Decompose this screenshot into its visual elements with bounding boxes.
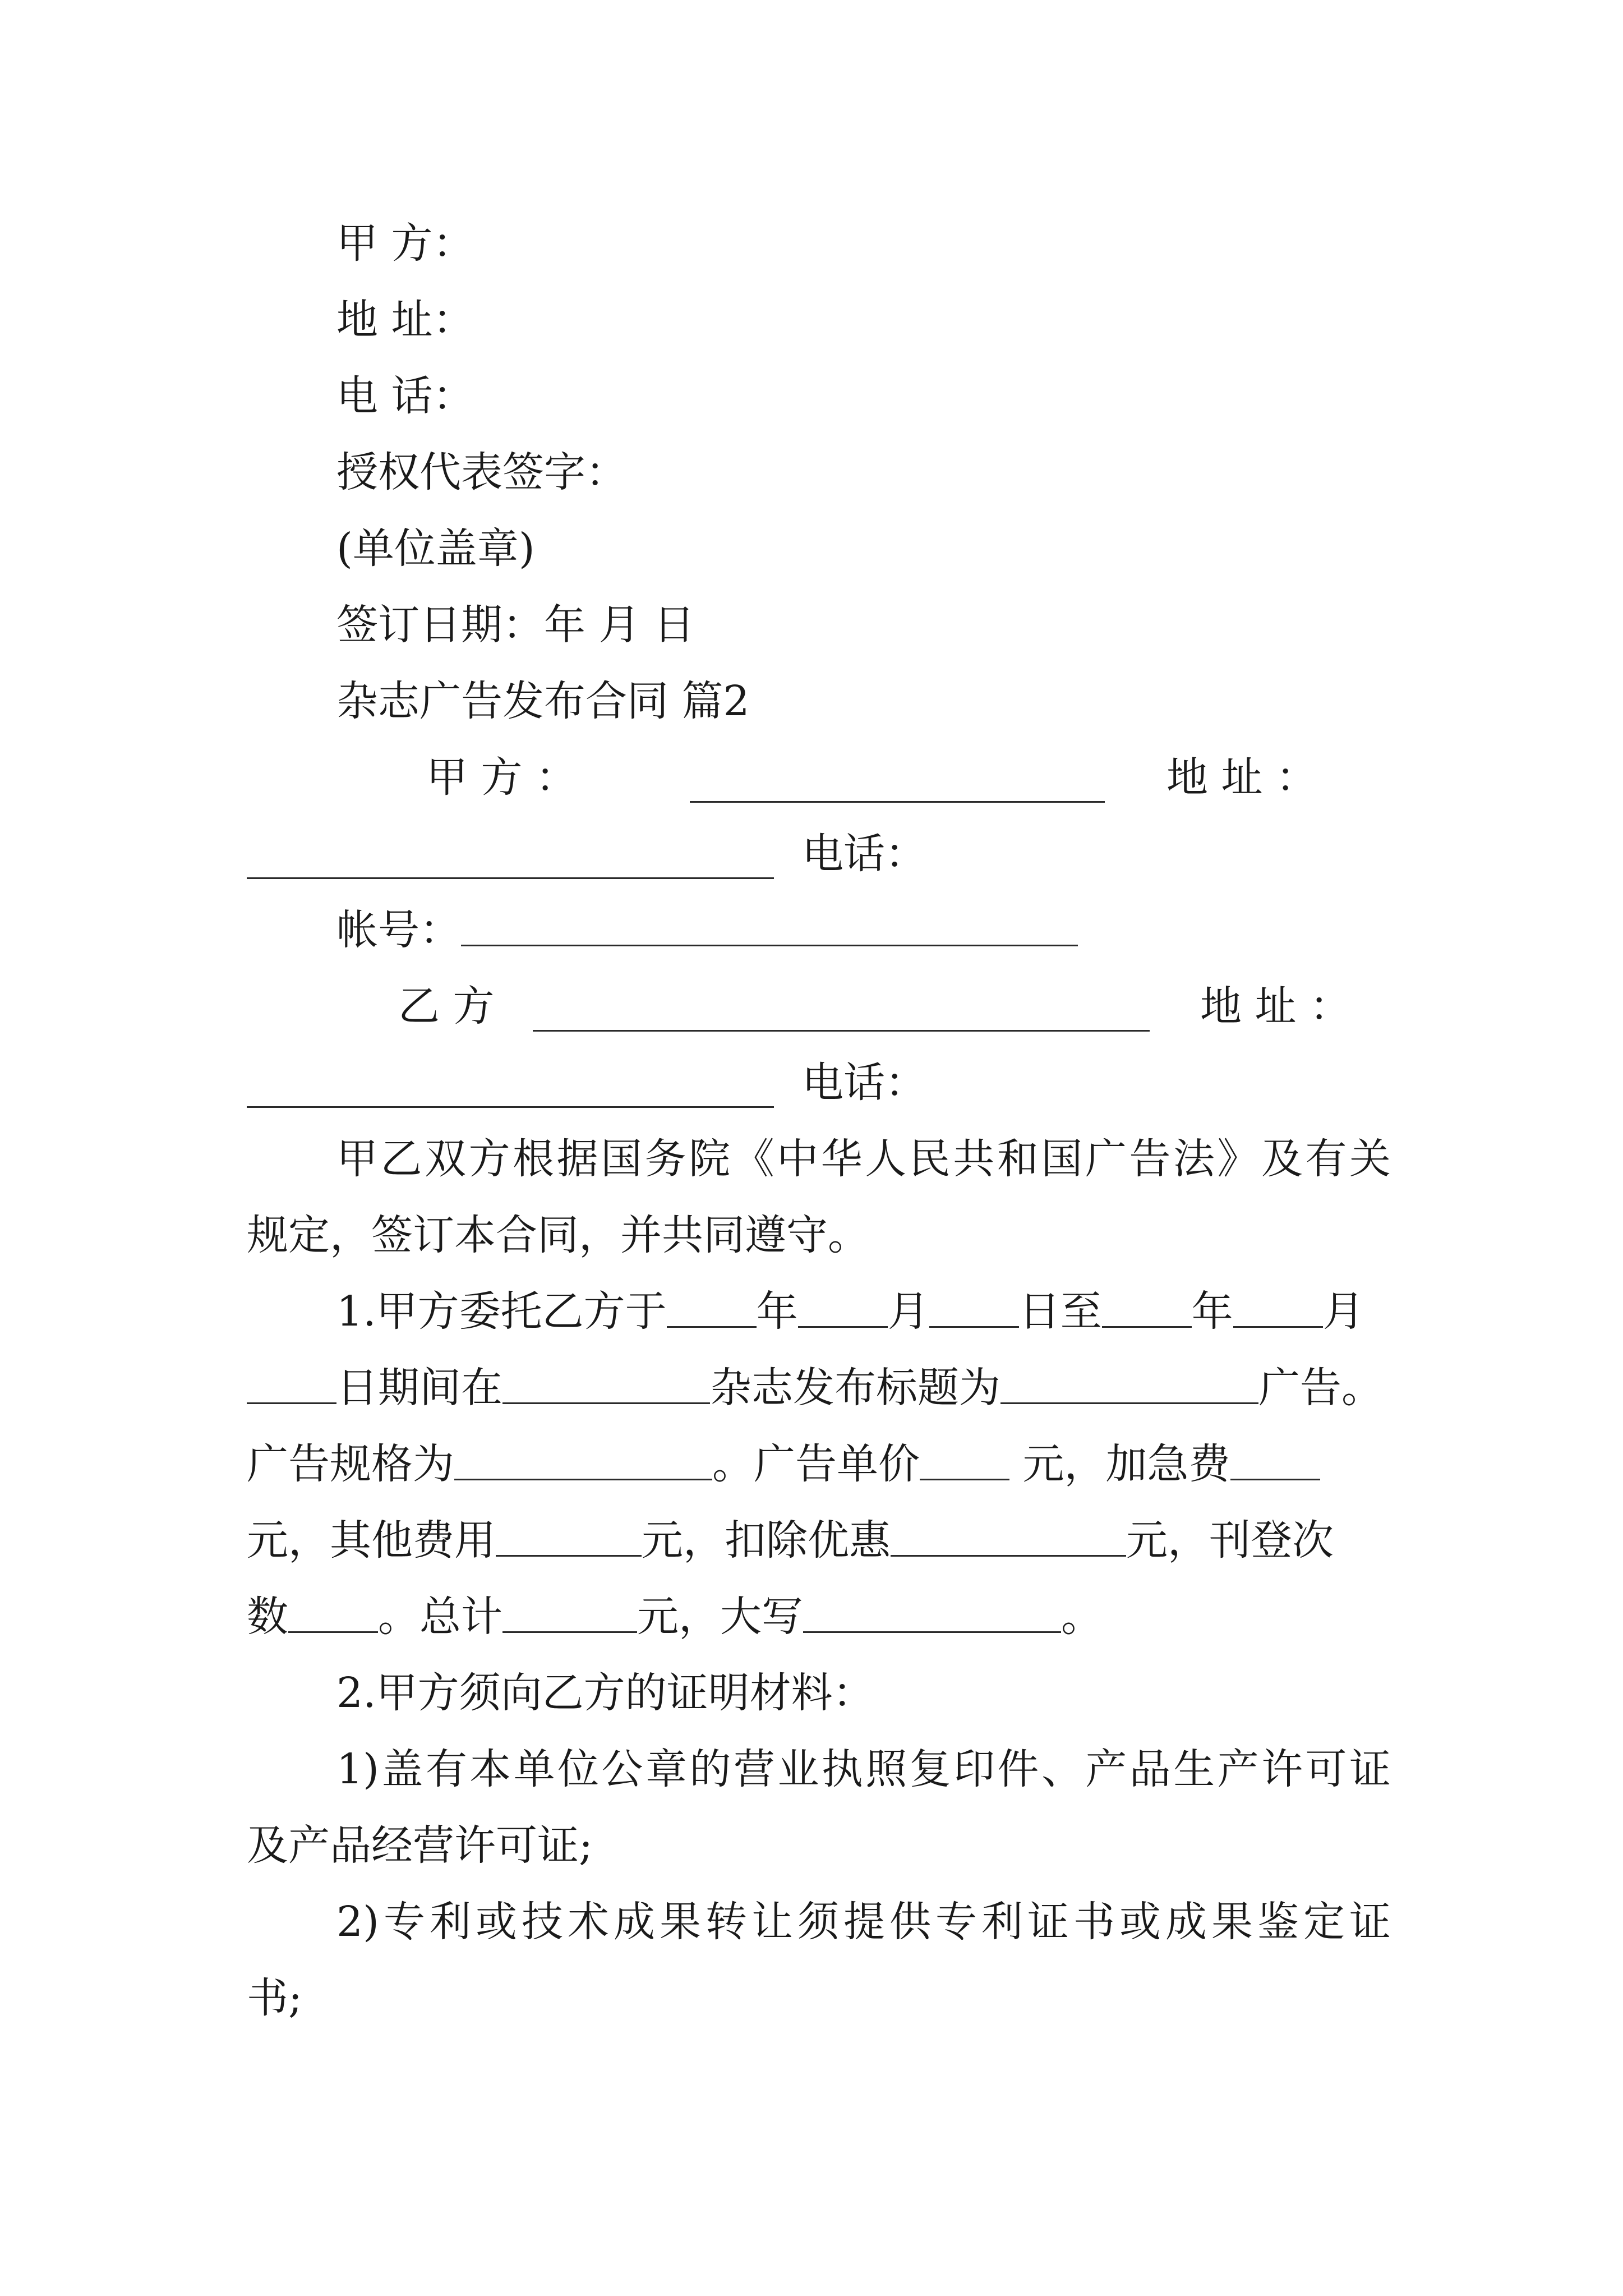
clause1-text: 1.甲方委托乙方于 <box>336 1287 667 1336</box>
year-blank <box>667 1292 757 1328</box>
clause1-line-2 <box>247 1350 1391 1426</box>
seal-label: (单位盖章) <box>336 524 535 573</box>
contract-party-a-label: 甲 方 ： <box>426 753 578 802</box>
clause2-title: 2.甲方须向乙方的证明材料： <box>336 1669 874 1717</box>
section-title: 杂志广告发布合同 篇2 <box>336 677 750 725</box>
month-blank <box>798 1292 888 1328</box>
contract-party-b-phone-label: 电话： <box>802 1059 926 1107</box>
clause1-text: 元，刊登次 <box>1126 1516 1334 1565</box>
clause1-text: 日至 <box>1018 1287 1102 1336</box>
clause1-text: 。 <box>1061 1593 1103 1641</box>
contract-party-b-label: 乙 方 <box>398 982 495 1030</box>
clause1-line-3 <box>247 1426 1391 1502</box>
magazine-blank <box>502 1369 710 1404</box>
contract-party-b-phone-line <box>247 1045 1391 1121</box>
discount-blank <box>891 1521 1126 1557</box>
clause1-text: 月 <box>887 1287 929 1336</box>
authorized-signature-label: 授权代表签字： <box>336 448 627 496</box>
contract-party-a-phone-label: 电话： <box>802 830 926 878</box>
other-fees-blank <box>496 1521 642 1557</box>
ad-spec-blank <box>454 1445 712 1480</box>
contract-party-a-address-label: 地 址 ： <box>1166 753 1318 802</box>
account-blank <box>461 911 1078 946</box>
clause1-text: 月 <box>1322 1287 1364 1336</box>
intro-line-2: 规定，签订本合同，并共同遵守。 <box>247 1211 869 1259</box>
total-in-words-blank <box>803 1598 1061 1633</box>
contract-party-b-line <box>247 968 1391 1045</box>
clause1-text: 日期间在 <box>336 1364 502 1412</box>
contract-party-b-address-label: 地 址 ： <box>1200 982 1352 1030</box>
clause1-text: 数 <box>247 1593 288 1641</box>
party-a-name-label: 甲 方： <box>336 219 474 268</box>
clause1-text: 广告规格为 <box>247 1440 454 1488</box>
intro-line-1: 甲乙双方根据国务院《中华人民共和国广告法》及有关 <box>336 1135 1391 1183</box>
total-blank <box>502 1598 637 1633</box>
clause1-line-4 <box>247 1502 1391 1579</box>
contract-account-label: 帐号： <box>336 906 461 954</box>
clause1-text: 年 <box>756 1287 798 1336</box>
party-a-name-blank <box>690 767 1105 803</box>
clause1-text: 元，其他费用 <box>247 1516 496 1565</box>
clause2-item1-line-1: 1)盖有本单位公章的营业执照复印件、产品生产许可证 <box>336 1745 1391 1793</box>
party-b-address-blank <box>247 1073 774 1108</box>
clause2-item1-line-2: 及产品经营许可证; <box>247 1821 593 1870</box>
contract-party-a-phone-line <box>247 816 1391 892</box>
signing-date-label: 签订日期：年 月 日 <box>336 601 695 649</box>
clause1-text: 。总计 <box>378 1593 502 1641</box>
party-a-address-blank <box>247 844 774 879</box>
contract-account-line <box>336 892 1391 968</box>
year2-blank <box>1102 1292 1192 1328</box>
clause1-text: 广告。 <box>1258 1364 1383 1412</box>
party-a-phone-label: 电 话： <box>336 372 474 420</box>
clause1-text: 年 <box>1191 1287 1233 1336</box>
day2-blank <box>247 1369 336 1404</box>
clause1-text: 元，大写 <box>637 1593 803 1641</box>
clause1-text: 元，加急费 <box>1009 1440 1230 1488</box>
clause1-line-1 <box>336 1273 1391 1350</box>
clause1-text: 。广告单价 <box>712 1440 920 1488</box>
clause1-line-5 <box>247 1579 1391 1655</box>
ad-title-blank <box>1000 1369 1258 1404</box>
count-blank <box>288 1598 378 1633</box>
contract-party-a-line <box>247 739 1391 816</box>
clause1-text: 杂志发布标题为 <box>710 1364 1000 1412</box>
clause2-item2-line-1: 2)专利或技术成果转让须提供专利证书或成果鉴定证 <box>336 1898 1391 1946</box>
rush-fee-blank <box>1230 1445 1320 1480</box>
party-a-address-label: 地 址： <box>336 296 474 344</box>
unit-price-blank <box>920 1445 1009 1480</box>
clause2-item2-line-2: 书; <box>247 1974 302 2022</box>
month2-blank <box>1233 1292 1323 1328</box>
day-blank <box>929 1292 1019 1328</box>
party-b-name-blank <box>533 996 1150 1032</box>
clause1-text: 元，扣除优惠 <box>642 1516 891 1565</box>
